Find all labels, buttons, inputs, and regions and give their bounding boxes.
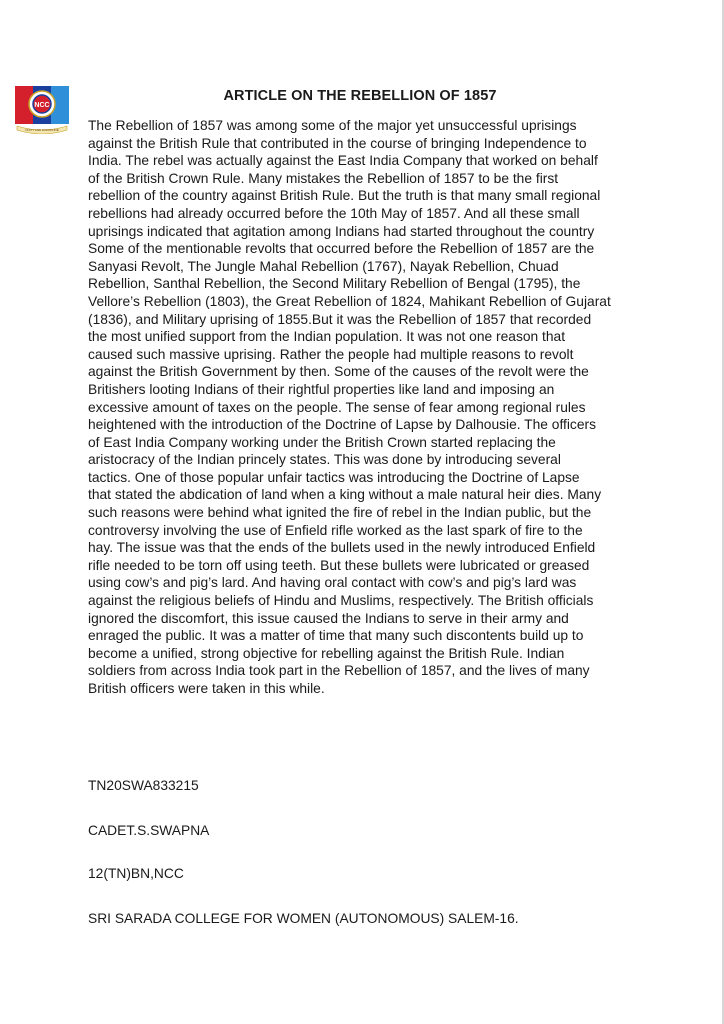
body-line: such reasons were behind what ignited the fire of rebel in the Indian public, but the	[88, 505, 592, 521]
body-line: (1836), and Military uprising of 1855.But it was the Rebellion of 1857 that recorded	[88, 311, 592, 327]
body-line: Vellore’s Rebellion (1803), the Great Rebellion of 1824, Mahikant Rebellion of Gujarat	[88, 293, 611, 309]
body-line: that stated the abdication of land when a king without a male natural heir dies. Many	[88, 487, 602, 503]
body-line: soldiers from across India took part in the Rebellion of 1857, and the lives of many	[88, 663, 590, 679]
body-line: tactics. One of those popular unfair tactics was introducing the Doctrine of Lapse	[88, 469, 580, 485]
body-line: of East India Company working under the British Crown started replacing the	[88, 434, 556, 450]
body-line: against the British Government by then. Some of the causes of the revolt were the	[88, 364, 589, 380]
body-line: against the religious beliefs of Hindu and Muslims, respectively. The British officials	[88, 593, 594, 609]
body-line: Some of the mentionable revolts that occurred before the Rebellion of 1857 are the	[88, 241, 595, 257]
college-name: SRI SARADA COLLEGE FOR WOMEN (AUTONOMOUS) SALEM-16.	[88, 911, 519, 926]
logo-motto-text: UNITY AND DISCIPLINE	[25, 128, 59, 132]
cadet-name: CADET.S.SWAPNA	[88, 823, 210, 838]
body-line: ignored the discomfort, this issue caused the Indians to serve in their army and	[88, 610, 569, 626]
unit-name: 12(TN)BN,NCC	[88, 866, 184, 881]
body-line: enraged the public. It was a matter of time that many such discontents build up to	[88, 628, 584, 644]
body-line: rebellions had already occurred before the 10th May of 1857. And all these small	[88, 205, 580, 221]
body-line: controversy involving the use of Enfield rifle worked as the last spark of fire to the	[88, 522, 583, 538]
ncc-logo	[13, 86, 71, 134]
body-line: of the British Crown Rule. Many mistakes the Rebellion of 1857 to be the first	[88, 170, 559, 186]
body-line: Rebellion, Santhal Rebellion, the Second Military Rebellion of Bengal (1795), the	[88, 276, 581, 292]
body-line: using cow’s and pig’s lard. And having oral contact with cow’s and pig’s lard was	[88, 575, 577, 591]
body-line: The Rebellion of 1857 was among some of the major yet unsuccessful uprisings	[88, 118, 577, 133]
body-line: rebellion of the country against British Rule. But the truth is that many small regional	[88, 188, 601, 204]
body-line: excessive amount of taxes on the people. The sense of fear among regional rules	[88, 399, 586, 415]
body-line: uprisings indicated that agitation among Indians had started throughout the country	[88, 223, 595, 239]
body-line: aristocracy of the Indian princely states. This was done by introducing several	[88, 452, 561, 468]
article-body	[88, 117, 648, 698]
body-line: rifle needed to be torn off using teeth. But these bullets were lubricated or greased	[88, 557, 590, 573]
logo-emblem-text: NCC	[34, 102, 50, 109]
body-line: India. The rebel was actually against the East India Company that worked on behalf	[88, 153, 598, 169]
body-line: become a unified, strong objective for rebelling against the British Rule. Indian	[88, 645, 565, 661]
body-line: Sanyasi Revolt, The Jungle Mahal Rebellion (1767), Nayak Rebellion, Chuad	[88, 258, 559, 274]
body-line: the most unified support from the Indian population. It was not one reason that	[88, 329, 566, 345]
body-line: Britishers looting Indians of their rightful properties like land and imposing an	[88, 381, 555, 397]
body-line: caused such massive uprising. Rather the people had multiple reasons to revolt	[88, 346, 574, 362]
article-title: ARTICLE ON THE REBELLION OF 1857	[223, 88, 497, 104]
registration-number: TN20SWA833215	[88, 778, 199, 793]
body-line: British officers were taken in this while.	[88, 681, 325, 696]
body-line: against the British Rule that contributed in the course of bringing Independence to	[88, 135, 587, 151]
body-line: hay. The issue was that the ends of the bullets used in the newly introduced Enfield	[88, 540, 596, 556]
body-line: heightened with the introduction of the Doctrine of Lapse by Dalhousie. The officers	[88, 417, 596, 433]
